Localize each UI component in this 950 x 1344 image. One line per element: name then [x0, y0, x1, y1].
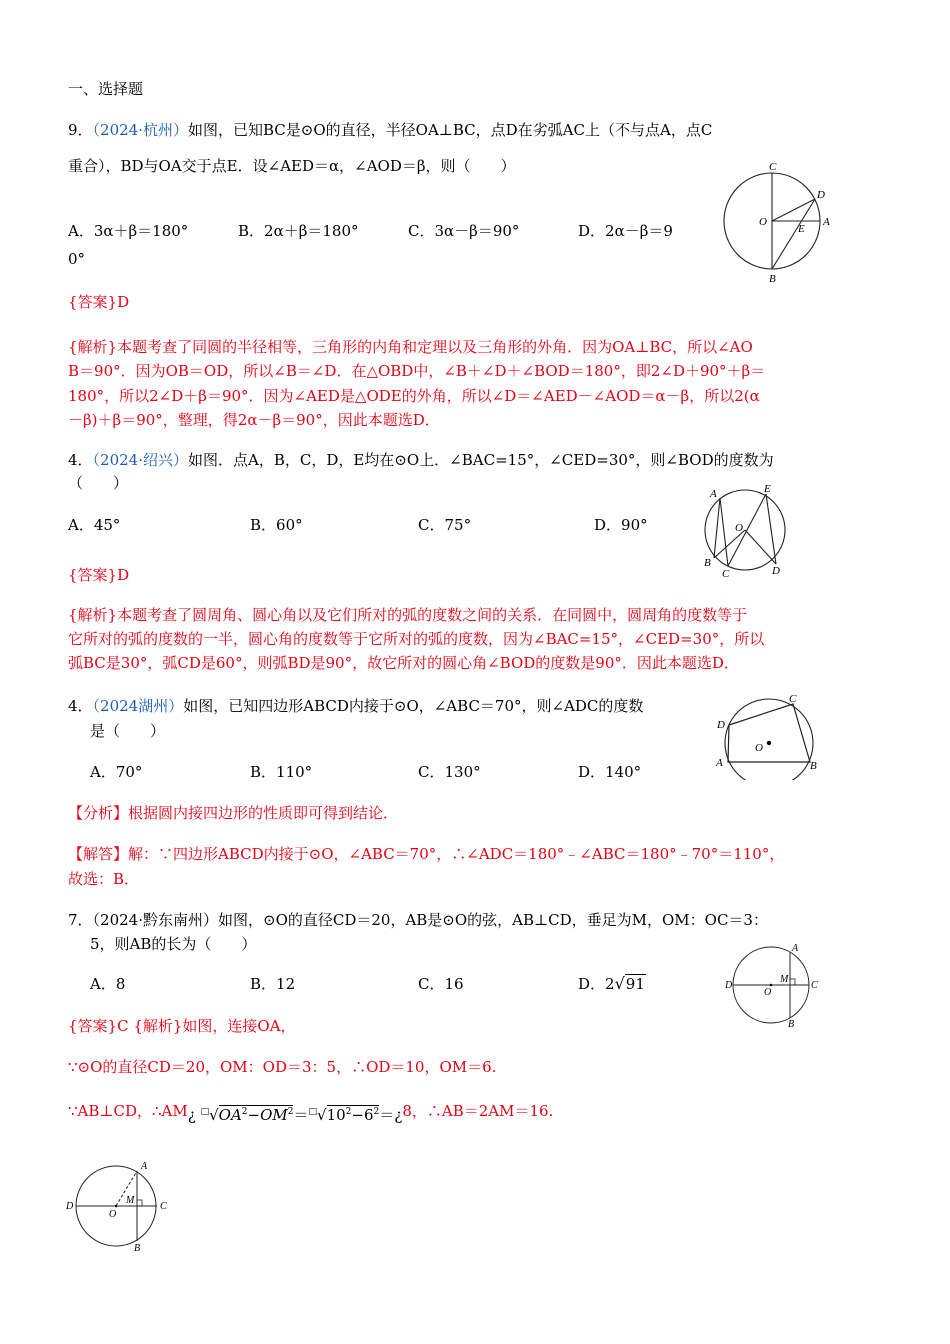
q3-option-d: D．140° [578, 763, 642, 781]
q4-option-d-radicand: 91 [625, 975, 645, 993]
q4-answer: {答案}C {解析}如图，连接OA， [68, 1017, 296, 1035]
q1-option-c: C．3α－β＝90° [408, 222, 520, 240]
q3-option-c: C．130° [418, 763, 481, 781]
q4-sol-label-c: C [160, 1201, 167, 1212]
q3-option-b: B．110° [250, 763, 313, 781]
q2-option-b: B．60° [250, 516, 303, 534]
q1-stem-2: 重合），BD与OA交于点E．设∠AED＝α，∠AOD＝β，则（ ） [68, 157, 516, 175]
q4-stem-1: 如图，⊙O的直径CD＝20，AB是⊙O的弦，AB⊥CD，垂足为M，OM：OC＝3： [218, 911, 768, 929]
q4-label-a: A [792, 943, 799, 954]
q4-sol-label-m: M [126, 1195, 135, 1206]
q4-solution-figure [64, 1158, 174, 1258]
q4-label-m: M [780, 974, 789, 985]
q3-number: 4． [68, 697, 93, 715]
q4-stem-2: 5，则AB的长为（ ） [90, 935, 257, 953]
q2-label-a: A [710, 488, 717, 500]
q4-option-a: A．8 [90, 975, 126, 993]
q1-label-o: O [759, 216, 767, 228]
q3-label-d: D [717, 719, 725, 731]
q1-option-d: D．2α－β＝9 [578, 222, 673, 240]
q3-label-c: C [789, 693, 797, 705]
q4-option-d-label: D．2 [578, 975, 615, 993]
q4-label-d: D [725, 980, 733, 991]
q2-label-d: D [772, 565, 780, 577]
q4-label-b: B [788, 1019, 795, 1030]
q3-stem-2: 是（ ） [90, 722, 166, 740]
q3-analysis: 【分析】根据圆内接四边形的性质即可得到结论． [68, 804, 399, 822]
q4-line-1: ∵⊙O的直径CD＝20，OM：OD＝3：5，∴OD＝10，OM＝6. [68, 1058, 497, 1076]
q2-number: 4． [68, 451, 93, 469]
q2-label-o: O [735, 522, 743, 534]
q1-stem-1: 如图，已知BC是⊙O的直径，半径OA⊥BC，点D在劣弧AC上（不与点A，点C [188, 121, 713, 139]
q4-line1 [68, 909, 768, 931]
q1-explanation-2: B＝90°．因为OB＝OD，所以∠B＝∠D．在△OBD中，∠B＋∠D＋∠BOD＝180°，即2∠D＋90°＋β＝ [68, 362, 766, 380]
q1-source: （2024·杭州） [92, 121, 188, 139]
q3-solution-2: 故选：B． [68, 870, 140, 888]
q4-sol-label-a: A [141, 1161, 148, 1172]
q1-option-a: A．3α＋β＝180° [68, 222, 189, 240]
q1-explanation-3: 180°，所以2∠D＋β＝90°．因为∠AED是△ODE的外角，所以∠D＝∠AED－∠AOD＝α－β，所以2(α [68, 387, 760, 405]
q2-answer: {答案}D [68, 566, 130, 584]
q2-label-b: B [704, 557, 711, 569]
q2-line1 [68, 449, 774, 471]
q2-label-c: C [722, 568, 730, 580]
q1-label-c: C [769, 161, 777, 173]
q2-option-a: A．45° [68, 516, 121, 534]
q2-figure [700, 480, 800, 580]
q3-option-a: A．70° [90, 763, 143, 781]
q2-explanation-3: 弧BC是30°，弧CD是60°，则弧BD是90°，故它所对的圆心角∠BOD的度数是90°．因此本题选D． [68, 654, 739, 672]
q4-sol-label-d: D [66, 1201, 74, 1212]
q3-label-o: O [755, 742, 763, 754]
q4-number: 7． [68, 911, 93, 929]
q1-label-e: E [798, 223, 805, 235]
q4-sol-label-b: B [134, 1243, 141, 1254]
q1-answer: {答案}D [68, 293, 130, 311]
q2-stem-2: （ ） [68, 474, 129, 492]
q4-option-d [578, 973, 646, 995]
q4-option-b: B．12 [250, 975, 296, 993]
q1-line1 [68, 119, 712, 141]
q1-option-d-wrap: 0° [68, 250, 86, 268]
q1-label-a: A [823, 216, 830, 228]
q1-explanation-4: －β)＋β＝90°，整理，得2α－β＝90°，因此本题选D． [68, 411, 440, 429]
q2-source: （2024·绍兴） [92, 451, 188, 469]
q3-solution-1: 【解答】解：∵四边形ABCD内接于⊙O，∠ABC＝70°，∴∠ADC＝180°﹣∠ABC＝180°﹣70°＝110°， [68, 845, 785, 863]
q2-label-e: E [764, 483, 771, 495]
q4-line-2-end: 8，∴AB＝2AM＝16. [402, 1102, 554, 1120]
q3-figure [712, 690, 827, 780]
q1-label-d: D [817, 189, 825, 201]
q2-explanation-1: {解析}本题考查了圆周角、圆心角以及它们所对的弧的度数之间的关系．在同圆中，圆周角的度数等于 [68, 606, 748, 624]
section-heading: 一、选择题 [68, 80, 144, 98]
q4-line-2-start: ∵AB⊥CD，∴AM [68, 1102, 188, 1120]
q4-source: （2024·黔东南州） [92, 911, 218, 929]
q3-stem-1: 如图，已知四边形ABCD内接于⊙O，∠ABC＝70°，则∠ADC的度数 [183, 697, 644, 715]
q2-option-c: C．75° [418, 516, 472, 534]
q3-label-b: B [810, 760, 817, 772]
q3-source: （2024湖州） [92, 697, 184, 715]
q1-option-b: B．2α＋β＝180° [238, 222, 359, 240]
q4-figure [724, 940, 824, 1030]
q4-option-c: C．16 [418, 975, 464, 993]
q4-line-2 [68, 1097, 553, 1122]
q4-sol-label-o: O [109, 1209, 117, 1220]
q2-option-d: D．90° [594, 516, 648, 534]
q2-explanation-2: 它所对的弧的度数的一半，圆心角的度数等于它所对的弧的度数，因为∠BAC=15°，∠CED=30°，所以 [68, 630, 765, 648]
q4-formula: ¿ $^□√OA^2-OM^2=^□√10^2-6^2=¿$ [187, 1106, 403, 1124]
q3-line1 [68, 695, 643, 717]
q1-label-b: B [769, 273, 776, 285]
q1-explanation-1: {解析}本题考查了同圆的半径相等，三角形的内角和定理以及三角形的外角．因为OA⊥BC，所以∠AO [68, 338, 753, 356]
sqrt-icon: √ [614, 974, 625, 993]
q2-stem-1: 如图．点A，B，C，D，E均在⊙O上．∠BAC=15°，∠CED=30°，则∠BOD的度数为 [188, 451, 774, 469]
q4-label-o: O [764, 987, 772, 998]
q3-label-a: A [716, 757, 723, 769]
q4-label-c: C [811, 980, 818, 991]
q1-figure [720, 158, 840, 288]
q1-number: 9． [68, 121, 93, 139]
